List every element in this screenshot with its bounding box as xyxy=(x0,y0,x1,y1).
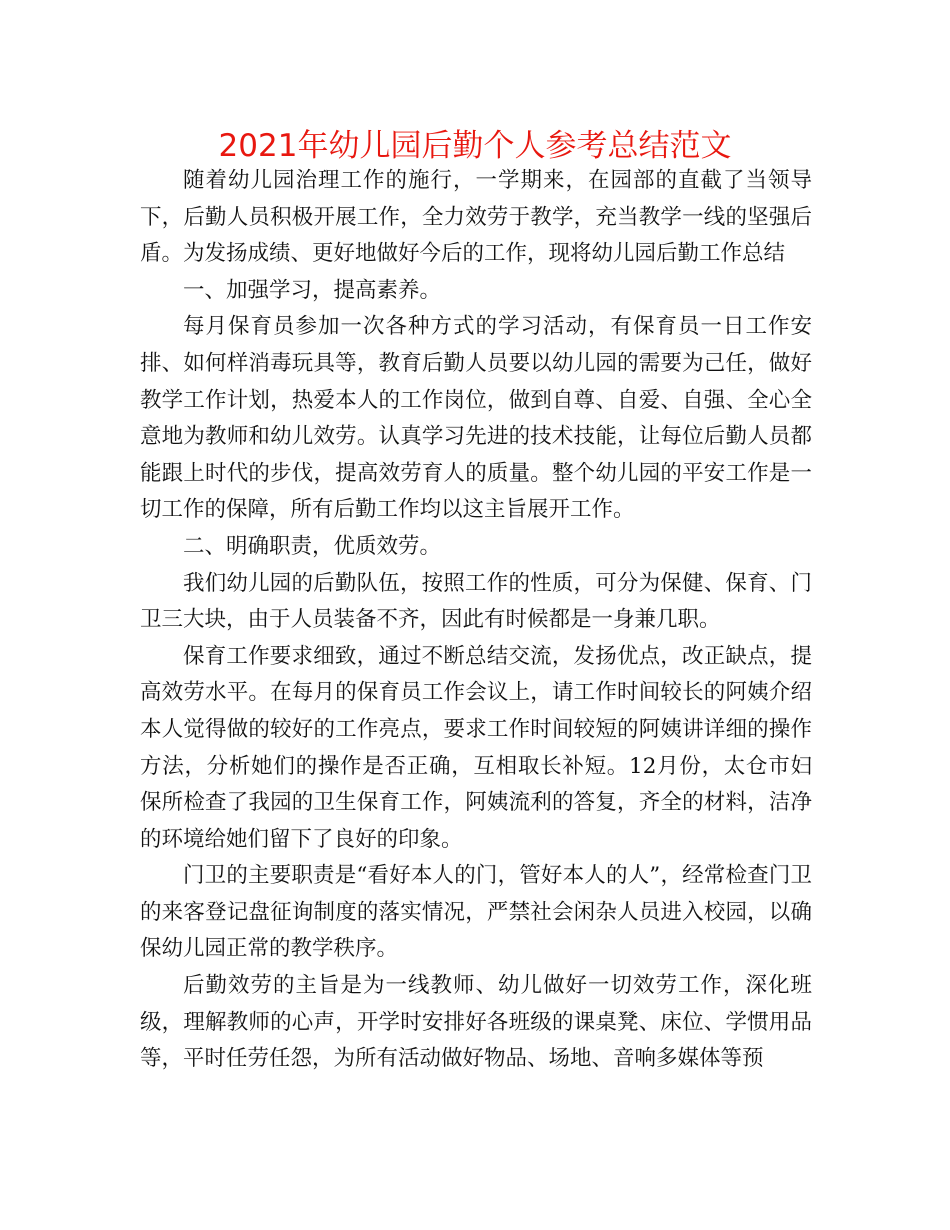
paragraph-intro: 随着幼儿园治理工作的施行，一学期来，在园部的直截了当领导下，后勤人员积极开展工作，全力效劳于教学，充当教学一线的坚强后盾。为发扬成绩、更好地做好今后的工作，现将幼儿园后勤工作总结 xyxy=(140,168,812,267)
paragraph-gatekeeper: 门卫的主要职责是“看好本人的门，管好本人的人”，经常检查门卫的来客登记盘征询制度的落实情况，严禁社会闲杂人员进入校园，以确保幼儿园正常的教学秩序。 xyxy=(140,863,812,962)
section-heading-1: 一、加强学习，提高素养。 xyxy=(183,277,442,303)
paragraph-service: 后勤效劳的主旨是为一线教师、幼儿做好一切效劳工作，深化班级，理解教师的心声，开学时安排好各班级的课桌凳、床位、学惯用品等，平时任劳任怨，为所有活动做好物品、场地、音响多媒体等预 xyxy=(140,973,812,1072)
paragraph-childcare: 保育工作要求细致，通过不断总结交流，发扬优点，改正缺点，提高效劳水平。在每月的保育员工作会议上，请工作时间较长的阿姨介绍本人觉得做的较好的工作亮点，要求工作时间较短的阿姨讲详细的操作方法，分析她们的操作是否正确，互相取长补短。12月份，太仓市妇保所检查了我园的卫生保育工作，阿姨流利的答复，齐全的材料，洁净的环境给她们留下了良好的印象。 xyxy=(140,643,812,852)
document-body xyxy=(140,163,812,1078)
paragraph-study: 每月保育员参加一次各种方式的学习活动，有保育员一日工作安排、如何样消毒玩具等，教育后勤人员要以幼儿园的需要为己任，做好教学工作计划，热爱本人的工作岗位，做到自尊、自爱、自强、全心全意地为教师和幼儿效劳。认真学习先进的技术技能，让每位后勤人员都能跟上时代的步伐，提高效劳育人的质量。整个幼儿园的平安工作是一切工作的保障，所有后勤工作均以这主旨展开工作。 xyxy=(140,314,812,523)
document-title: 2021年幼儿园后勤个人参考总结范文 xyxy=(218,128,732,164)
section-heading-2: 二、明确职责，优质效劳。 xyxy=(183,533,442,559)
paragraph-team: 我们幼儿园的后勤队伍，按照工作的性质，可分为保健、保育、门卫三大块，由于人员装备不齐，因此有时候都是一身兼几职。 xyxy=(140,570,812,633)
